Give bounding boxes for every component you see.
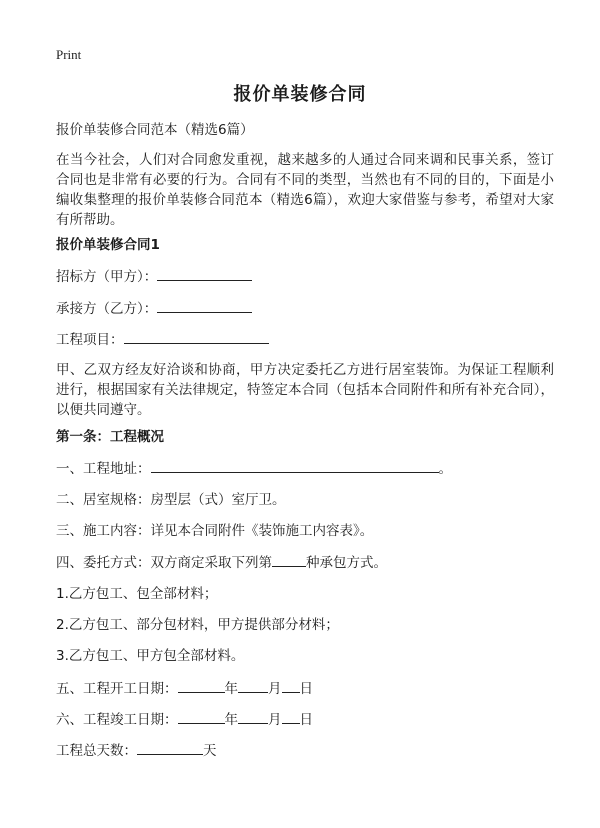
address-label: 一、工程地址： <box>56 461 151 477</box>
preamble-paragraph: 甲、乙双方经友好洽谈和协商，甲方决定委托乙方进行居室装饰。为保证工程顺利进行，根据国家有关法律规定，特签定本合同（包括本合同附件和所有补充合同），以便共同遵守。 <box>56 362 554 418</box>
party-b-line <box>56 298 252 319</box>
address-blank <box>151 458 439 473</box>
document-subtitle: 报价单装修合同范本（精选6篇） <box>56 122 254 138</box>
start-date-label: 五、工程开工日期： <box>56 681 178 697</box>
total-days-label: 工程总天数： <box>56 743 137 759</box>
end-month-blank <box>238 709 268 724</box>
intro-paragraph: 在当今社会，人们对合同愈发重视，越来越多的人通过合同来调和民事关系，签订合同也是非常有必要的行为。合同有不同的类型，当然也有不同的目的，下面是小编收集整理的报价单装修合同范本（精选6篇），欢迎大家借鉴与参考，希望对大家有所帮助。 <box>56 152 554 228</box>
end-day-blank <box>282 709 300 724</box>
contract-mode-line <box>56 552 387 573</box>
room-spec-line: 二、居室规格：房型层（式）室厅卫。 <box>56 492 286 508</box>
start-year-unit: 年 <box>224 681 238 697</box>
print-label[interactable]: Print <box>56 47 82 62</box>
project-line <box>56 329 269 350</box>
party-b-label: 承接方（乙方）： <box>56 301 158 317</box>
option-1: 1.乙方包工、包全部材料； <box>56 586 218 602</box>
party-a-label: 招标方（甲方）： <box>56 269 158 285</box>
start-month-blank <box>238 678 268 693</box>
end-date-label: 六、工程竣工日期： <box>56 712 178 728</box>
end-month-unit: 月 <box>268 712 282 728</box>
total-days-line <box>56 740 217 761</box>
option-3: 3.乙方包工、甲方包全部材料。 <box>56 648 245 664</box>
start-date-line <box>56 678 313 699</box>
contract-mode-blank <box>272 552 306 567</box>
start-year-blank <box>178 678 225 693</box>
address-suffix: 。 <box>438 461 452 477</box>
party-a-blank <box>157 266 252 281</box>
end-day-unit: 日 <box>299 712 313 728</box>
project-blank <box>124 329 269 344</box>
start-day-unit: 日 <box>299 681 313 697</box>
work-content-line: 三、施工内容：详见本合同附件《装饰施工内容表》。 <box>56 523 374 539</box>
contract-mode-prefix: 四、委托方式：双方商定采取下列第 <box>56 555 272 571</box>
party-b-blank <box>157 298 252 313</box>
section-heading: 报价单装修合同1 <box>56 237 160 253</box>
party-a-line <box>56 266 252 287</box>
contract-mode-suffix: 种承包方式。 <box>306 555 387 571</box>
end-date-line <box>56 709 313 730</box>
document-title: 报价单装修合同 <box>233 84 367 105</box>
option-2: 2.乙方包工、部分包材料，甲方提供部分材料； <box>56 617 339 633</box>
total-days-unit: 天 <box>203 743 217 759</box>
total-days-blank <box>137 740 203 755</box>
address-line <box>56 458 452 479</box>
start-month-unit: 月 <box>268 681 282 697</box>
project-label: 工程项目： <box>56 332 124 348</box>
end-year-blank <box>178 709 225 724</box>
end-year-unit: 年 <box>224 712 238 728</box>
start-day-blank <box>282 678 300 693</box>
article-heading: 第一条：工程概况 <box>56 429 164 445</box>
